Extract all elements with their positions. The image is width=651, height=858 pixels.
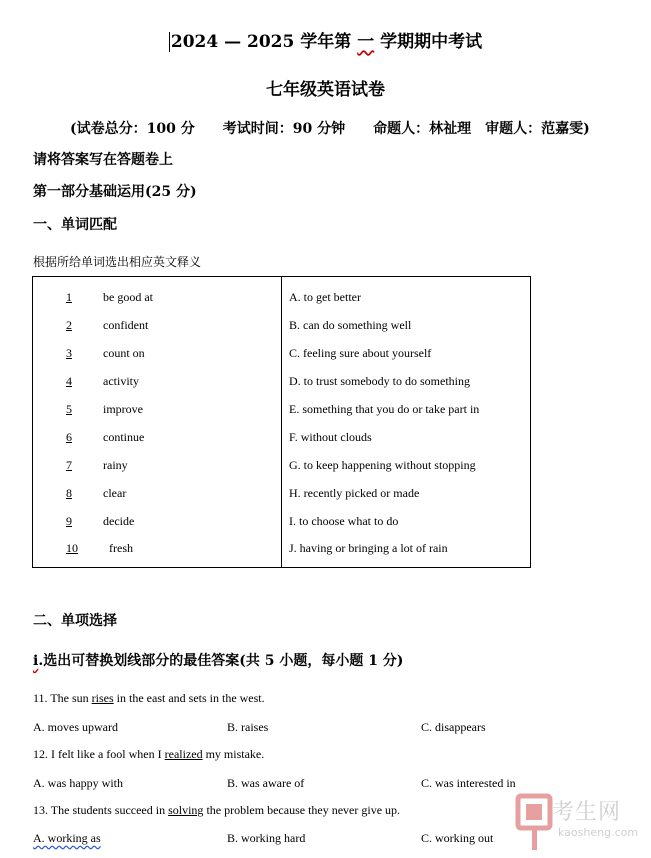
word-row	[33, 538, 133, 558]
watermark-url: kaosheng.com	[558, 826, 639, 839]
answer-blank[interactable]: 9	[66, 514, 72, 528]
watermark-text: 考生网	[552, 800, 622, 825]
option-a[interactable]: A. was happy with	[33, 776, 123, 790]
word-row	[33, 511, 134, 531]
underlined-word: realized	[164, 747, 203, 761]
part-one-heading: 第一部分基础运用(25 分)	[33, 184, 197, 200]
vocab-word: rainy	[103, 458, 128, 472]
question-text: the problem because they never give up.	[203, 803, 401, 817]
vocab-word: activity	[103, 374, 139, 388]
word-row	[33, 343, 145, 363]
question-text: 12. I felt like a fool when I	[33, 747, 165, 761]
definition-item: I. to choose what to do	[289, 514, 399, 528]
word-row	[33, 287, 153, 307]
vocab-word: confident	[103, 318, 149, 332]
exam-title-part: 学年第	[294, 32, 358, 52]
section-one-instruction: 根据所给单词选出相应英文释义	[33, 255, 202, 269]
definition-item: H. recently picked or made	[289, 486, 420, 500]
option-c[interactable]: C. disappears	[421, 720, 486, 734]
answer-blank[interactable]: 5	[66, 402, 72, 416]
definition-item: J. having or bringing a lot of rain	[289, 541, 448, 555]
answer-blank[interactable]: 7	[66, 458, 72, 472]
question-stem	[33, 747, 264, 762]
definition-item: D. to trust somebody to do something	[289, 374, 470, 388]
word-row	[33, 483, 126, 503]
answer-blank[interactable]: 10	[66, 541, 78, 555]
question-text: my mistake.	[202, 747, 265, 761]
underlined-word: solving	[168, 803, 204, 817]
section-two-heading: 二、单项选择	[33, 613, 117, 629]
vocab-word: improve	[103, 402, 143, 416]
answer-blank[interactable]: 2	[66, 318, 72, 332]
option-a[interactable]: A. moves upward	[33, 720, 118, 734]
word-row	[33, 455, 128, 475]
word-row	[33, 371, 139, 391]
question-text: 11. The sun	[33, 691, 92, 705]
question-text: in the east and sets in the west.	[113, 691, 265, 705]
word-row	[33, 315, 148, 335]
definition-item: E. something that you do or take part in	[289, 402, 480, 416]
answer-blank[interactable]: 3	[66, 346, 72, 360]
exam-title-part: 学期期中考试	[374, 32, 483, 52]
vocab-word: clear	[103, 486, 127, 500]
vocab-word: count on	[103, 346, 145, 360]
exam-subtitle: 七年级英语试卷	[266, 80, 385, 100]
definition-item: C. feeling sure about yourself	[289, 346, 432, 360]
vocab-word: decide	[103, 514, 135, 528]
question-stem	[33, 691, 265, 706]
section-two-subheading	[33, 650, 403, 670]
option-c[interactable]: C. was interested in	[421, 776, 516, 790]
definition-item: A. to get better	[289, 290, 361, 304]
question-text: 13. The students succeed in	[33, 803, 169, 817]
option-c[interactable]: C. working out	[421, 831, 494, 845]
option-b[interactable]: B. working hard	[227, 831, 306, 845]
definition-item: G. to keep happening without stopping	[289, 458, 476, 472]
exam-info: (试卷总分：100 分 考试时间：90 分钟 命题人：林祉理 审题人：范嘉雯)	[70, 121, 590, 137]
answer-blank[interactable]: 6	[66, 430, 72, 444]
section-one-heading: 一、单词匹配	[33, 217, 117, 233]
definition-column	[282, 277, 531, 568]
subheading-text: .选出可替换划线部分的最佳答案(共 5 小题，每小题 1 分)	[38, 653, 404, 669]
option-a[interactable]: A. working as	[33, 831, 101, 845]
matching-table	[32, 276, 531, 568]
answer-blank[interactable]: 8	[66, 486, 72, 500]
word-row	[33, 399, 143, 419]
vocab-word: continue	[103, 430, 145, 444]
underlined-word: rises	[91, 691, 114, 705]
definition-item: B. can do something well	[289, 318, 412, 332]
answer-blank[interactable]: 1	[66, 290, 72, 304]
vocab-word: be good at	[103, 290, 153, 304]
exam-title	[0, 27, 651, 52]
option-b[interactable]: B. was aware of	[227, 776, 305, 790]
word-column	[33, 277, 282, 568]
question-stem	[33, 803, 400, 818]
subheading-prefix: i	[33, 653, 39, 669]
exam-term-number: 一	[357, 32, 375, 52]
answer-note: 请将答案写在答题卷上	[33, 152, 173, 168]
exam-year-range: 2024 — 2025	[170, 32, 295, 52]
answer-blank[interactable]: 4	[66, 374, 72, 388]
definition-item: F. without clouds	[289, 430, 372, 444]
vocab-word: fresh	[109, 541, 133, 555]
option-b[interactable]: B. raises	[227, 720, 269, 734]
word-row	[33, 427, 144, 447]
